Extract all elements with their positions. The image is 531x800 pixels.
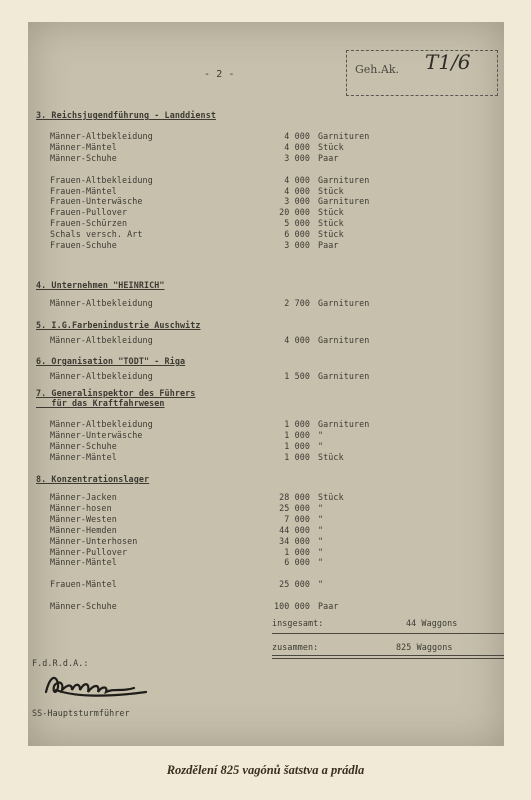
item-name: Männer-Altbekleidung [50, 371, 153, 381]
item-name: Männer-Westen [50, 513, 117, 524]
item-unit: Garnituren [318, 371, 370, 381]
fdra-label: F.d.R.d.A.: [32, 658, 89, 668]
item-unit: " [318, 524, 324, 535]
item-quantity: 1 000 [284, 429, 310, 440]
item-unit: " [318, 535, 324, 546]
section-heading: 3. Reichsjugendführung - Landdienst [36, 110, 216, 120]
item-name: Männer-Hemden [50, 524, 117, 535]
item-quantity: 4 000 [284, 141, 310, 152]
item-unit: " [318, 440, 324, 451]
item-unit: Stück [318, 207, 344, 218]
rule-line [272, 655, 504, 656]
item-quantity: 1 000 [284, 546, 310, 557]
item-unit: Stück [318, 141, 344, 152]
item-unit: Stück [318, 451, 344, 462]
item-unit: Stück [318, 185, 344, 196]
item-name: Männer-Pullover [50, 546, 128, 557]
section-heading-continued: für das Kraftfahrwesen [36, 398, 165, 408]
item-name: Männer-Schuhe [50, 601, 117, 611]
item-unit: Garnituren [318, 174, 370, 185]
item-name: Frauen-Pullover [50, 207, 128, 218]
item-quantity: 25 000 [279, 579, 310, 590]
item-name: Männer-Mäntel [50, 451, 117, 462]
item-quantity: 3 000 [284, 196, 310, 207]
item-quantity: 2 700 [284, 298, 310, 308]
item-name: Männer-Unterhosen [50, 535, 138, 546]
item-name: Frauen-Altbekleidung [50, 174, 153, 185]
item-quantity: 1 000 [284, 440, 310, 451]
item-unit: Stück [318, 229, 344, 240]
item-unit: Stück [318, 492, 344, 502]
item-unit: Garnituren [318, 298, 370, 308]
section-heading: 4. Unternehmen "HEINRICH" [36, 280, 165, 290]
section-heading: 7. Generalinspektor des Führers [36, 388, 196, 398]
item-quantity: 20 000 [279, 207, 310, 218]
item-quantity: 6 000 [284, 557, 310, 568]
rule-line [272, 658, 504, 659]
item-unit: Garnituren [318, 335, 370, 345]
item-unit: Garnituren [318, 196, 370, 207]
item-name: Frauen-Unterwäsche [50, 196, 143, 207]
document-photo [28, 22, 504, 746]
item-unit: Paar [318, 601, 339, 611]
item-quantity: 3 000 [284, 240, 310, 250]
item-unit: Paar [318, 240, 339, 250]
item-name: Männer-Altbekleidung [50, 335, 153, 345]
item-name: Männer-Mäntel [50, 557, 117, 568]
item-unit: Stück [318, 218, 344, 229]
item-unit: " [318, 557, 324, 568]
item-quantity: 34 000 [279, 535, 310, 546]
item-name: Männer-Altbekleidung [50, 131, 153, 141]
item-quantity: 28 000 [279, 492, 310, 502]
item-name: Männer-Schuhe [50, 440, 117, 451]
item-name: Männer-Altbekleidung [50, 419, 153, 429]
total-value: 44 Waggons [406, 618, 458, 628]
figure-caption: Rozdělení 825 vagónů šatstva a prádla [166, 763, 365, 777]
stamp-left: Geh.Ak. [355, 63, 399, 76]
item-unit: " [318, 579, 324, 590]
item-quantity: 4 000 [284, 131, 310, 141]
item-name: Männer-Jacken [50, 492, 117, 502]
item-name: Frauen-Mäntel [50, 579, 117, 590]
item-name: Männer-Unterwäsche [50, 429, 143, 440]
item-name: Frauen-Schuhe [50, 240, 117, 250]
item-name: Schals versch. Art [50, 229, 143, 240]
grand-total-value: 825 Waggons [396, 642, 453, 652]
item-name: Männer-Schuhe [50, 152, 117, 163]
typewritten-document [28, 22, 504, 746]
page-number: - 2 - [204, 69, 235, 80]
item-quantity: 1 500 [284, 371, 310, 381]
rule-line [272, 633, 504, 634]
item-quantity: 100 000 [274, 601, 310, 611]
item-quantity: 4 000 [284, 174, 310, 185]
item-quantity: 25 000 [279, 502, 310, 513]
signatory-rank: SS-Hauptsturmführer [32, 708, 130, 718]
section-heading: 8. Konzentrationslager [36, 474, 150, 484]
section-heading: 5. I.G.Farbenindustrie Auschwitz [36, 320, 201, 330]
item-quantity: 1 000 [284, 451, 310, 462]
item-unit: Garnituren [318, 419, 370, 429]
item-name: Männer-Altbekleidung [50, 298, 153, 308]
item-unit: " [318, 513, 324, 524]
section-heading: 6. Organisation "TODT" - Riga [36, 356, 186, 366]
item-quantity: 6 000 [284, 229, 310, 240]
total-label: insgesamt: [272, 618, 324, 628]
item-unit: Garnituren [318, 131, 370, 141]
item-name: Männer-Mäntel [50, 141, 117, 152]
item-quantity: 3 000 [284, 152, 310, 163]
item-unit: " [318, 502, 324, 513]
signature-image [42, 670, 152, 704]
grand-total-label: zusammen: [272, 642, 319, 652]
item-quantity: 4 000 [284, 185, 310, 196]
item-unit: " [318, 546, 324, 557]
stamp-right: T1/6 [425, 50, 471, 74]
item-quantity: 4 000 [284, 335, 310, 345]
item-unit: Paar [318, 152, 339, 163]
item-quantity: 5 000 [284, 218, 310, 229]
item-unit: " [318, 429, 324, 440]
item-quantity: 7 000 [284, 513, 310, 524]
item-quantity: 44 000 [279, 524, 310, 535]
item-name: Frauen-Mäntel [50, 185, 117, 196]
archive-stamp [346, 50, 498, 96]
item-name: Männer-hosen [50, 502, 112, 513]
item-name: Frauen-Schürzen [50, 218, 128, 229]
item-quantity: 1 000 [284, 419, 310, 429]
